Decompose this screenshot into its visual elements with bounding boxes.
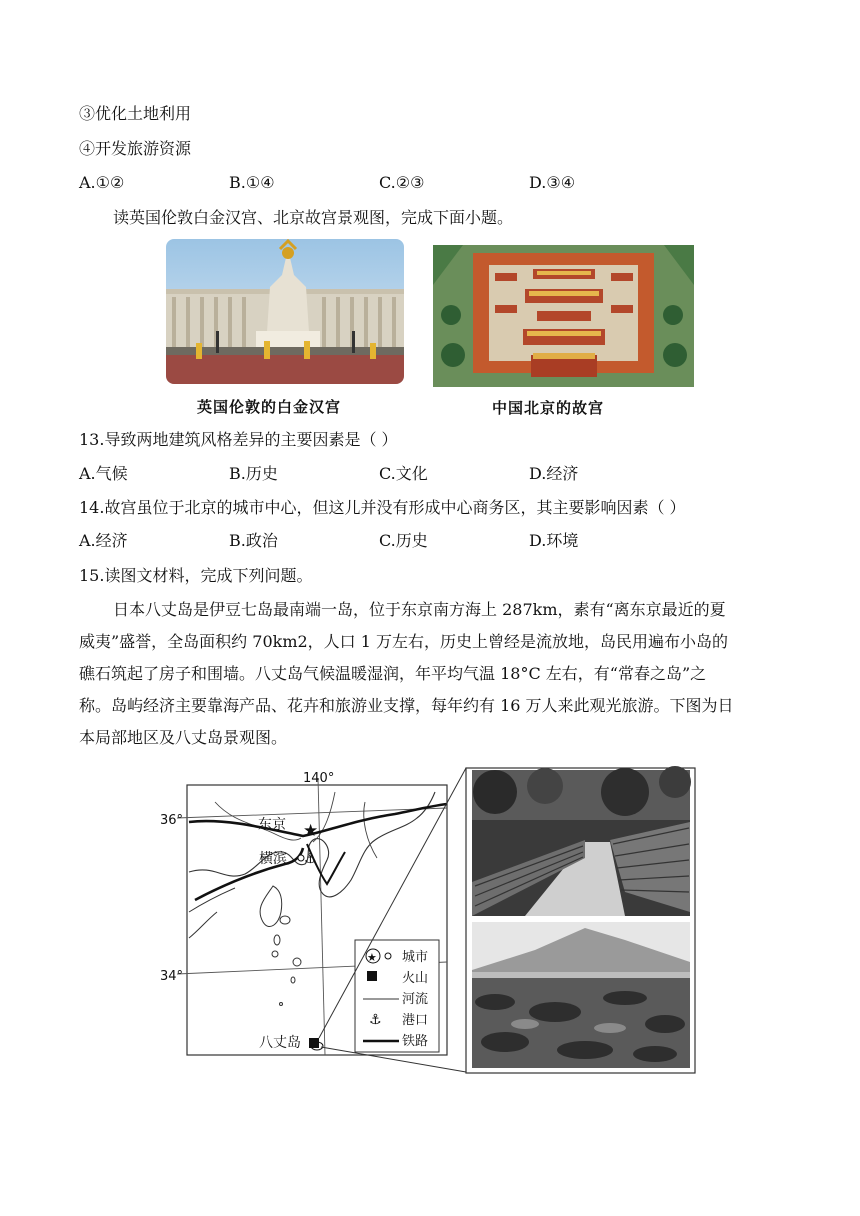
volcano-lava-photo — [472, 922, 690, 1068]
q13-choice-a: A.气候 — [79, 464, 128, 483]
buckingham-caption: 英国伦敦的白金汉宫 — [197, 398, 342, 416]
passage-line-5: 本局部地区及八丈岛景观图。 — [79, 728, 288, 747]
q13-choice-c: C.文化 — [379, 464, 428, 483]
tokyo-label: 东京 — [258, 817, 286, 833]
passage-line-4: 称。岛屿经济主要靠海产品、花卉和旅游业支撑，每年约有 16 万人来此观光旅游。下图为日 — [79, 696, 734, 715]
lat-34-label: 34° — [160, 969, 184, 984]
q13-choice-d: D.经济 — [529, 464, 579, 483]
yokohama-label: 横滨 — [259, 851, 287, 867]
q14-choice-d: D.环境 — [529, 531, 579, 550]
legend-port: 港口 — [402, 1013, 429, 1028]
legend-river: 河流 — [402, 992, 429, 1007]
q14-stem: 14.故宫虽位于北京的城市中心，但这儿并没有形成中心商务区，其主要影响因素（ ） — [79, 498, 686, 517]
q13-choice-b: B.历史 — [229, 464, 278, 483]
lat-36-label: 36° — [160, 813, 184, 828]
choice-b: B.①④ — [229, 173, 275, 192]
legend-railway: 铁路 — [402, 1034, 429, 1049]
q13-stem: 13.导致两地建筑风格差异的主要因素是（ ） — [79, 430, 398, 449]
q15-stem: 15.读图文材料，完成下列问题。 — [79, 566, 313, 585]
option-item-3: ③优化土地利用 — [79, 104, 192, 123]
port-anchor-icon: ⚓ — [304, 851, 317, 867]
q14-choice-b: B.政治 — [229, 531, 278, 550]
legend-city-star-icon: ★ — [367, 951, 377, 964]
q14-choice-c: C.历史 — [379, 531, 428, 550]
tokyo-star-icon: ★ — [303, 821, 319, 841]
japan-map-figure — [155, 762, 700, 1077]
choice-a: A.①② — [79, 173, 125, 192]
buckingham-palace-photo — [166, 239, 404, 384]
passage-line-3: 礁石筑起了房子和围墙。八丈岛气候温暖湿润，年平均气温 18°C 左右，有“常春之岛”之 — [79, 664, 707, 683]
stone-wall-path-photo — [472, 766, 691, 916]
passage-line-2: 威夷”盛誉，全岛面积约 70km2，人口 1 万左右，历史上曾经是流放地，岛民用遍布小岛的 — [79, 632, 729, 651]
legend-city: 城市 — [402, 950, 429, 965]
forbidden-city-photo — [433, 245, 694, 387]
intro-text: 读英国伦敦白金汉宫、北京故宫景观图，完成下面小题。 — [113, 208, 514, 227]
legend-volcano-icon — [367, 971, 377, 981]
choice-d: D.③④ — [529, 173, 576, 192]
hachijo-label: 八丈岛 — [259, 1035, 301, 1051]
legend-port-icon: ⚓ — [369, 1012, 382, 1028]
option-item-4: ④开发旅游资源 — [79, 139, 192, 158]
lon-140-label: 140° — [303, 771, 335, 786]
q15-passage — [79, 594, 779, 754]
q14-choice-a: A.经济 — [79, 531, 128, 550]
choice-c: C.②③ — [379, 173, 425, 192]
passage-line-1: 日本八丈岛是伊豆七岛最南端一岛，位于东京南方海上 287km，素有“离东京最近的夏 — [113, 600, 726, 619]
legend-volcano: 火山 — [402, 971, 429, 986]
forbidden-city-caption: 中国北京的故宫 — [492, 399, 605, 417]
